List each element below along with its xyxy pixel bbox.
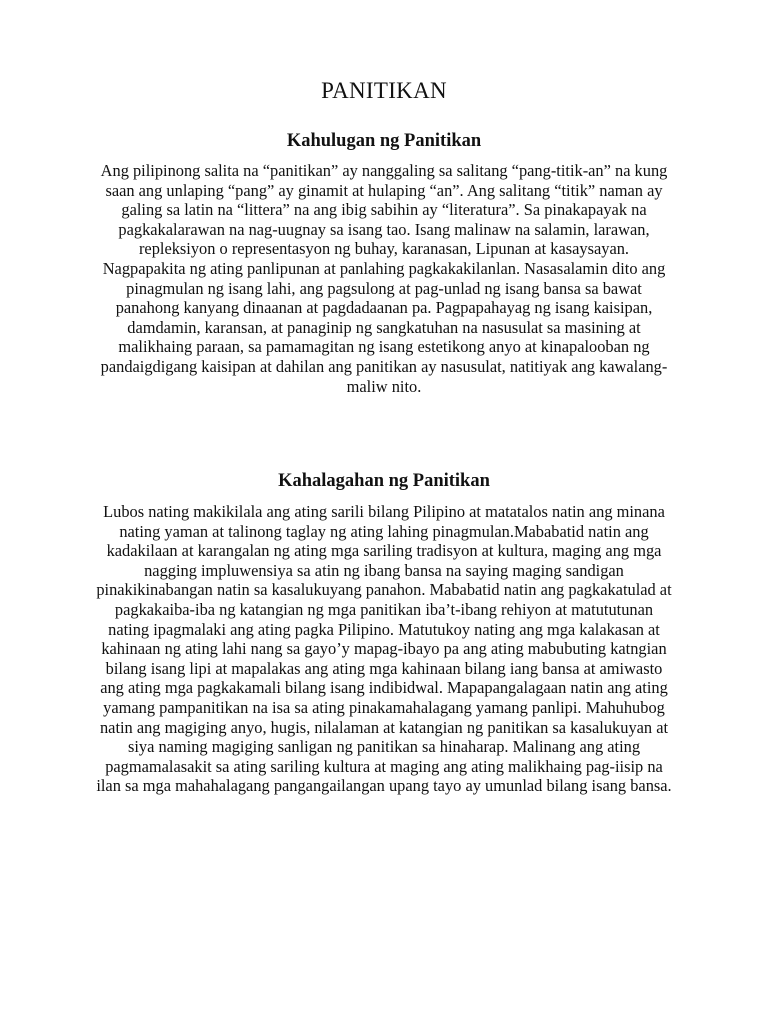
section-heading-kahalagahan: Kahalagahan ng Panitikan [278,471,490,491]
section-body-kahulugan: Ang pilipinong salita na “panitikan” ay nanggaling sa salitang “pang-titik-an” na kung saan ang unlaping “pang” ay ginamit at hulaping “an”. Ang salitang “titik” naman ay galing sa latin na “littera” na ang ibig sabihin ay “literatura”. Sa pinakapayak na pagkakalarawan na nag-uugnay sa isang tao. Isang malinaw na salamin, larawan, repleksiyon o representasyon ng buhay, karanasan, Lipunan at kasaysayan. Nagpapakita ng ating panlipunan at panlahing pagkakakilanlan. Nasasalamin dito ang pinagmulan ng isang lahi, ang pagsulong at pag-unlad ng isang bansa sa bawat panahong kanyang dinaanan at pagdadaanan pa. Pagpapahayag ng isang kaisipan, damdamin, karansan, at panaginip ng sangkatuhan na nasusulat sa masining at malikhaing paraan, sa pamamagitan ng isang estetikong anyo at kinapalooban ng pandaigdigang kaisipan at dahilan ang panitikan ay nasusulat, natitiyak ang kawalang-maliw nito. [100,161,668,396]
section-body-kahalagahan: Lubos nating makikilala ang ating sarili bilang Pilipino at matatalos natin ang minana nating yaman at talinong taglay ng ating lahing pinagmulan.Mababatid natin ang kadakilaan at karangalan ng ating mga sariling tradisyon at kultura, maging ang mga nagging impluwensiya sa atin ng ibang bansa na saying maging sandigan pinakikinabangan natin sa kasalukuyang panahon. Mababatid natin ang pagkakatulad at pagkakaiba-iba ng katangian ng mga panitikan iba’t-ibang rehiyon at matututunan nating ipagmalaki ang ating pagka Pilipino. Matutukoy nating ang mga kalakasan at kahinaan ng ating lahi nang sa gayo’y mapag-ibayo pa ang ating mabubuting katngian bilang isang lipi at mapalakas ang ating mga kahinaan bilang iang bansa at amiwasto ang ating mga pagkakamali bilang isang indibidwal. Mapapangalagaan natin ang ating yamang pampanitikan na isa sa ating pinakamahalagang yamang panlipi. Mahuhubog natin ang magiging anyo, hugis, nilalaman at katangian ng panitikan sa kasalukuyan at siya naming magiging sanligan ng panitikan sa hinaharap. Malinang ang ating pagmamalasakit sa ating sariling kultura at maging ang ating malikhaing pag-iisip na ilan sa mga mahahalagang pangangailangan upang tayo ay umunlad bilang isang bansa. [96,502,672,796]
document-title: PANITIKAN [321,78,447,103]
section-heading-kahulugan: Kahulugan ng Panitikan [286,131,482,151]
